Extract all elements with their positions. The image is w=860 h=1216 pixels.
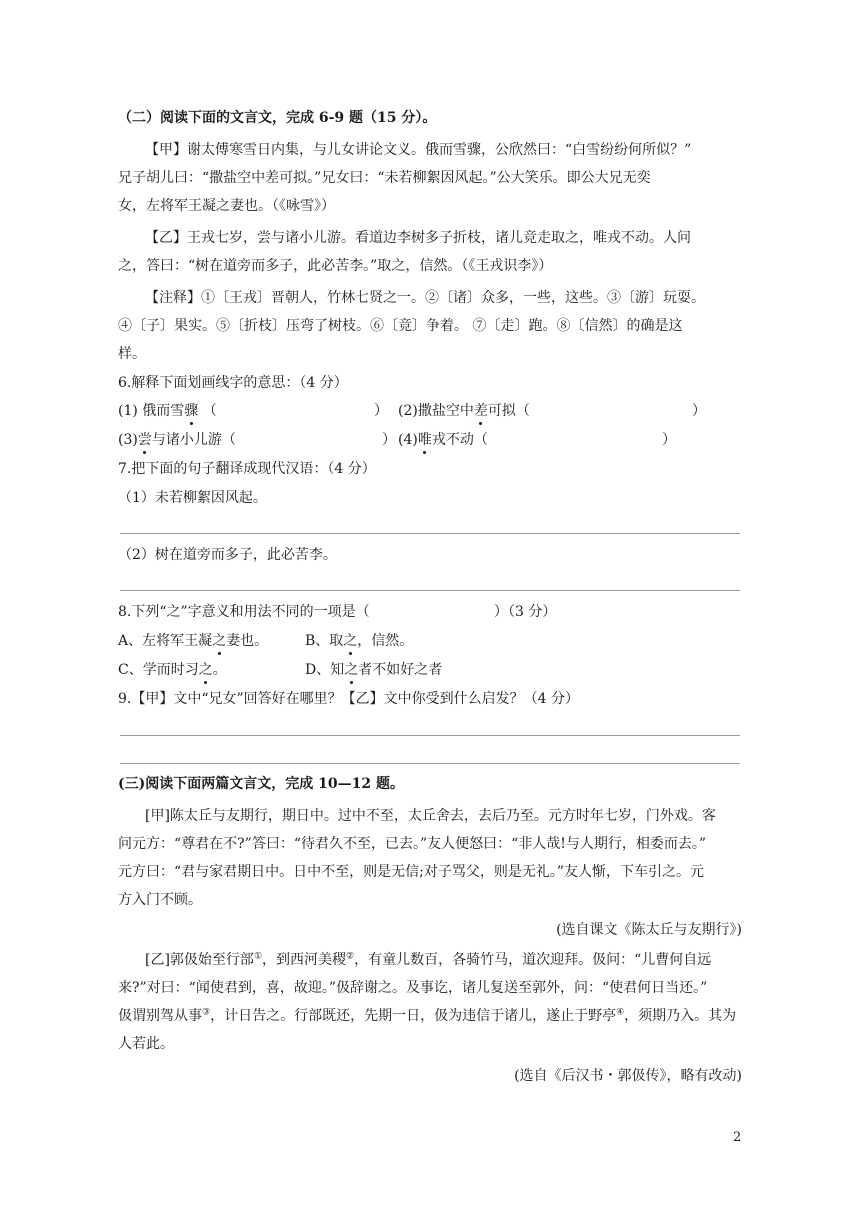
notes-line-2: ④〔子〕果实。⑤〔折枝〕压弯了树枝。⑥〔竞〕争着。 ⑦〔走〕跑。⑧〔信然〕的确是这 [118,318,683,334]
dotted-char: 之 [343,633,358,649]
section-3-heading: (三)阅读下面两篇文言文，完成 10—12 题。 [118,776,404,792]
question-6-item-3: (3)尝与诸小儿游（ [118,432,236,448]
question-6-item-2: (2)撒盐空中差可拟（ [398,403,530,419]
passage-3-yi-line-4: 人若此。 [118,1036,174,1052]
dotted-char: 之 [198,662,213,678]
dotted-char: 差 [473,403,488,419]
question-6-item-4-close: ） [662,432,676,448]
answer-line [120,590,740,591]
question-6-item-2-close: ） [692,403,706,419]
passage-3-yi-line-3: 伋谓别驾从事③，计日告之。行部既还，先期一日，伋为违信于诸儿，遂止于野亭④，须期乃入。其为 [118,1007,737,1024]
answer-line [120,533,740,534]
passage-jia-line-1: 【甲】谢太傅寒雪日内集，与儿女讲论文义。俄而雪骤，公欣然曰：“白雪纷纷何所似？” [145,142,692,158]
passage-3-yi-line-1: [乙]郭伋始至行部①，到西河美稷②，有童儿数百，各骑竹马，道次迎拜。伋问：“儿曹何自远 [145,951,712,968]
dotted-char: 骤 [184,403,199,419]
question-7-sentence-1: （1）未若柳絮因风起。 [118,490,267,506]
question-8-option-b: B、取之，信然。 [305,633,414,649]
passage-3-jia-line-3: 元方曰：“君与家君期日中。日中不至，则是无信;对子骂父，则是无礼。”友人惭，下车引之。元 [118,864,705,880]
passage-3-jia-line-4: 方入门不顾。 [118,892,202,908]
passage-jia-line-2: 兄子胡儿曰：“撒盐空中差可拟。”兄女曰：“未若柳絮因风起。”公大笑乐。即公大兄无奕 [118,170,651,186]
dotted-char: 尝 [137,432,152,448]
question-6-item-1-close: ） [374,403,388,419]
page-number: 2 [733,1130,742,1145]
question-9: 9.【甲】文中“兄女”回答好在哪里？【乙】文中你受到什么启发？（4 分） [118,691,580,707]
notes-line-1: 【注释】①〔王戎〕晋朝人，竹林七贤之一。②〔诸〕众多，一些，这些。③〔游〕玩耍。 [145,290,705,306]
question-6-item-1: (1) 俄而雪骤 （ [118,403,217,419]
dotted-char: 唯 [417,432,432,448]
answer-line [120,735,740,736]
question-7-stem: 7.把下面的句子翻译成现代汉语：（4 分） [118,461,376,477]
passage-3-jia-line-1: [甲]陈太丘与友期行，期日中。过中不至，太丘舍去，去后乃至。元方时年七岁，门外戏。客 [145,808,716,824]
question-7-sentence-2: （2）树在道旁而多子，此必苦李。 [118,547,337,563]
passage-3-jia-source: (选自课文《陈太丘与友期行》) [556,922,742,938]
question-8-option-d: D、知之者不如好之者 [305,662,443,678]
passage-3-yi-line-2: 来?”对曰：“闻使君到，喜，故迎。”伋辞谢之。及事讫，诸儿复送至郭外，问：“使君何日当还。” [118,980,708,996]
question-8-stem-start: 8.下列“之”字意义和用法不同的一项是（ [118,604,370,620]
question-6-item-3-close: ） [382,432,396,448]
question-6-item-4: (4)唯戎不动（ [398,432,488,448]
dotted-char: 之 [344,662,359,678]
dotted-char: 之 [212,633,227,649]
answer-line [120,763,740,764]
question-8-option-c: C、学而时习之。 [118,662,227,678]
passage-3-yi-source: (选自《后汉书・郭伋传》，略有改动) [514,1068,742,1084]
passage-3-jia-line-2: 问元方：“尊君在不?”答曰：“待君久不至，已去。”友人便怒曰：“非人哉!与人期行，相委而去。” [118,836,707,852]
section-2-heading: （二）阅读下面的文言文，完成 6-9 题（15 分）。 [118,110,437,126]
passage-yi-line-2: 之，答曰：“树在道旁而多子，此必苦李。”取之，信然。（《王戎识李》） [118,258,553,274]
passage-jia-line-3: 女，左将军王凝之妻也。（《咏雪》） [118,198,335,214]
question-8-option-a: A、左将军王凝之妻也。 [118,633,269,649]
question-8-stem-end: ）（3 分） [494,604,557,620]
question-6-stem: 6.解释下面划画线字的意思：（4 分） [118,375,348,391]
notes-line-3: 样。 [118,346,146,362]
passage-yi-line-1: 【乙】王戎七岁，尝与诸小儿游。看道边李树多子折枝，诸儿竞走取之，唯戎不动。人问 [145,230,691,246]
